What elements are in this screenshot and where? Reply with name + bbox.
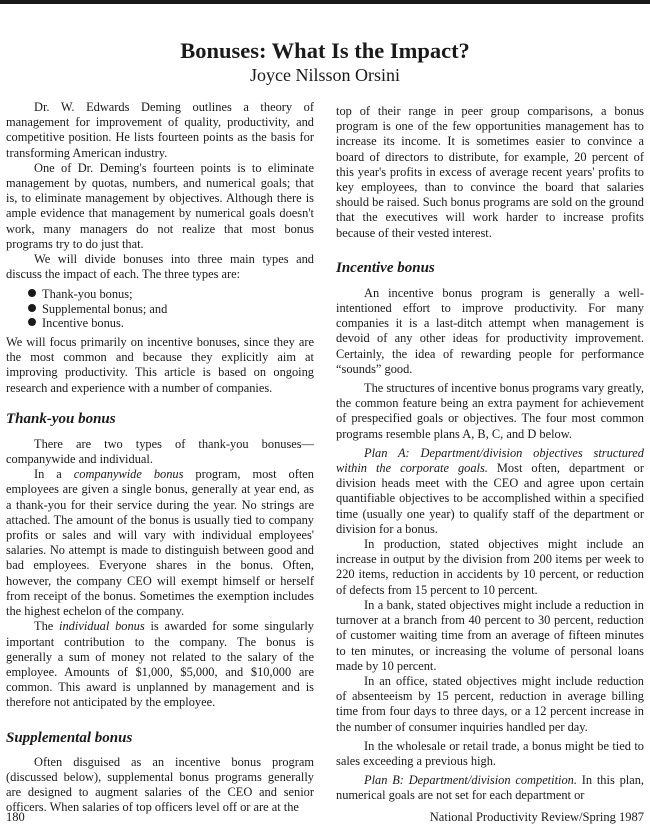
page-number: 180 — [6, 810, 25, 824]
right-column — [336, 104, 644, 804]
thankyou-heading: Thank-you bonus — [6, 410, 116, 427]
production-paragraph: In production, stated objectives might include an increase in output by the division from 200 items per week to 220 items, reduction in accidents by 10 percent, or reduction of defects from 15 percent to 10 percent. — [336, 537, 644, 597]
continued-paragraph: top of their range in peer group comparisons, a bonus program is one of the few opportunities management has to increase its income. It is sometimes easier to convince a board of directors to distribute, for example, 20 percent of this year's profits in excess of average recent years' profits to key employees, than to convince the board that salaries should be raised. Such bonus programs are sold on the ground that the executives will work harder to increase profits because of their vested interest. — [336, 104, 644, 240]
bullet-icon — [28, 318, 36, 326]
bullet-icon — [28, 304, 36, 312]
individual-paragraph: The individual bonus is awarded for some singularly important contribution to the company. The bonus is generally a sum of money not related to the salary of the employee. Amounts of $1,000, $5,000, and $10,000 are common. This award is unplanned by management and is therefore not anticipated by the employee. — [6, 619, 314, 710]
supplemental-heading: Supplemental bonus — [6, 729, 133, 746]
bonus-types-list — [28, 287, 314, 330]
article-title: Bonuses: What Is the Impact? — [180, 38, 470, 63]
bank-paragraph: In a bank, stated objectives might include a reduction in turnover at a branch from 40 percent to 30 percent, reduction of customer waiting time from an average of fifteen minutes to ten minutes, or increasing the volume of personal loans made by 10 percent. — [336, 597, 644, 673]
intro-paragraph: One of Dr. Deming's fourteen points is to eliminate management by quotas, numbers, and numerical goals; that is, to eliminate management by objectives. Although there is ample evidence that management by numerical goals doesn't work, many managers do not realize that most bonus programs try to do just that. — [6, 160, 314, 251]
intro-paragraph: Dr. W. Edwards Deming outlines a theory of management for improvement of quality, productivity, and competitive position. He lists fourteen points as the basis for transforming American industry. — [6, 100, 314, 160]
intro-paragraph: We will divide bonuses into three main types and discuss the impact of each. The three types are: — [6, 252, 314, 282]
focus-paragraph: We will focus primarily on incentive bonuses, since they are the most common and because they explicitly aim at improving productivity. This article is based on ongoing research and experience with a number of companies. — [6, 335, 314, 395]
plan-a-paragraph: Plan A: Department/division objectives structured within the corporate goals. Most often, department or division heads meet with the CEO and agree upon certain quantifiable objectives to be accomplished within a specified time (usually one year) to qualify staff of the department or division for a bonus. — [336, 445, 644, 536]
companywide-paragraph: In a companywide bonus program, most often employees are given a single bonus, generally at year end, as a thank-you for their service during the year. No strings are attached. The amount of the bonus is usually tied to company profits or sales and will vary with individual employees' salaries. No attempt is made to distinguish between good and bad employees. Everyone shares in the bonus. Often, however, the company CEO will exempt himself or herself from receipt of the bonus. Sometimes the exemption includes the highest echelon of the company. — [6, 467, 314, 619]
incentive-paragraph: The structures of incentive bonus programs vary greatly, the common feature being an extra payment for achievement of prespecified goals or objectives. The four most common programs resemble plans A, B, C, and D below. — [336, 381, 644, 441]
left-column — [6, 100, 314, 815]
wholesale-paragraph: In the wholesale or retail trade, a bonus might be tied to sales exceeding a previous high. — [336, 738, 644, 768]
list-item: Thank-you bonus; — [28, 287, 314, 301]
incentive-heading: Incentive bonus — [336, 259, 435, 276]
top-rule — [0, 0, 650, 4]
plan-b-paragraph: Plan B: Department/division competition. In this plan, numerical goals are not set for each department or — [336, 773, 644, 803]
thankyou-paragraph: There are two types of thank-you bonuses—companywide and individual. — [6, 436, 314, 467]
journal-citation: National Productivity Review/Spring 1987 — [429, 810, 644, 824]
office-paragraph: In an office, stated objectives might include reduction of absenteeism by 15 percent, reduction in average billing time from four days to three days, or a 12 percent increase in the number of consumer inquiries handled per day. — [336, 673, 644, 734]
incentive-paragraph: An incentive bonus program is generally a well-intentioned effort to improve productivity. For many companies it is a last-ditch attempt when management is devoid of any other ideas for productivity improvement. Certainly, the idea of rewarding people for performance “sounds” good. — [336, 285, 644, 376]
article-author: Joyce Nilsson Orsini — [250, 65, 400, 85]
bullet-icon — [28, 289, 36, 297]
list-item: Supplemental bonus; and — [28, 302, 314, 316]
supplemental-paragraph: Often disguised as an incentive bonus program (discussed below), supplemental bonus programs generally are designed to augment salaries of the CEO and senior officers. When salaries of top officers level off or are at the — [6, 754, 314, 815]
list-item: Incentive bonus. — [28, 316, 314, 330]
